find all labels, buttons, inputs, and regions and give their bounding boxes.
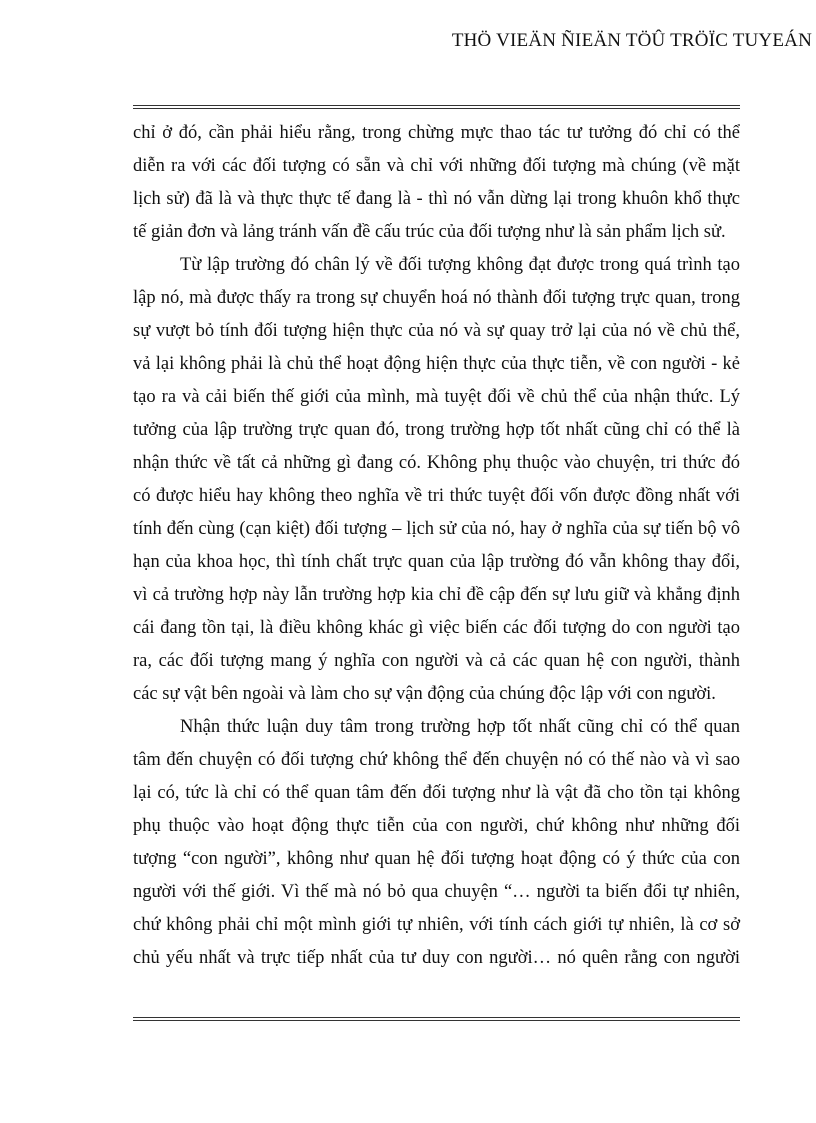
paragraph: [133, 117, 740, 249]
text-line: chỉ ở đó, cần phải hiểu rằng, trong chừng mực thao tác tư tưởng đó chỉ có thể: [133, 123, 740, 143]
text-line: lại có, tức là chỉ có thể quan tâm đến đối tượng như là vật đã cho tồn tại không: [133, 783, 740, 803]
paragraph: [133, 249, 740, 711]
document-body: [133, 117, 740, 975]
text-line: Nhận thức luận duy tâm trong trường hợp tốt nhất cũng chỉ có thể quan: [180, 717, 740, 737]
text-line: tâm đến chuyện có đối tượng chứ không thể đến chuyện nó có thế nào và vì sao: [133, 750, 740, 770]
text-line: vì cả trường hợp này lẫn trường hợp kia chỉ đề cập đến sự lưu giữ và khẳng định: [133, 585, 740, 605]
text-line: diễn ra với các đối tượng có sẵn và chỉ với những đối tượng mà chúng (về mặt: [133, 156, 740, 176]
text-line: vả lại không phải là chủ thể hoạt động hiện thực của thực tiễn, về con người - kẻ: [133, 354, 740, 374]
text-line: lịch sử) đã là và thực thực tế đang là - thì nó vẫn dừng lại trong khuôn khổ thực: [133, 189, 740, 209]
text-line: các sự vật bên ngoài và làm cho sự vận động của chúng độc lập với con người.: [133, 684, 716, 704]
running-header: THÖ VIEÄN ÑIEÄN TÖÛ TRÖÏC TUYEÁN: [451, 30, 812, 51]
text-line: chứ không phải chỉ một mình giới tự nhiên, với tính cách giới tự nhiên, là cơ sở: [133, 915, 740, 935]
text-line: hạn của khoa học, thì tính chất trực quan của lập trường đó vẫn không thay đổi,: [133, 552, 740, 572]
text-line: có được hiểu hay không theo nghĩa về tri thức tuyệt đối vốn được đồng nhất với: [133, 486, 740, 506]
text-line: tế giản đơn và lảng tránh vấn đề cấu trúc của đối tượng như là sản phẩm lịch sử.: [133, 222, 726, 242]
text-line: Từ lập trường đó chân lý về đối tượng không đạt được trong quá trình tạo: [180, 255, 740, 275]
text-line: phụ thuộc vào hoạt động thực tiễn của con người, chứ không như những đối: [133, 816, 740, 836]
text-line: ra, các đối tượng mang ý nghĩa con người và cả các quan hệ con người, thành: [133, 651, 740, 671]
text-line: chủ yếu nhất và trực tiếp nhất của tư duy con người… nó quên rằng con người: [133, 948, 740, 968]
text-line: người với thế giới. Vì thế mà nó bỏ qua chuyện “… người ta biến đổi tự nhiên,: [133, 882, 740, 902]
text-line: tính đến cùng (cạn kiệt) đối tượng – lịch sử của nó, hay ở nghĩa của sự tiến bộ vô: [133, 519, 740, 539]
footer-rule: [133, 1017, 740, 1021]
text-line: tượng “con người”, không như quan hệ đối tượng hoạt động có ý thức của con: [133, 849, 740, 869]
header-rule: [133, 105, 740, 109]
text-line: cái đang tồn tại, là điều không khác gì việc biến các đối tượng do con người tạo: [133, 618, 740, 638]
text-line: tưởng của lập trường trực quan đó, trong trường hợp tốt nhất cũng chỉ có thể là: [133, 420, 740, 440]
text-line: lập nó, mà được thấy ra trong sự chuyển hoá nó thành đối tượng trực quan, trong: [133, 288, 740, 308]
text-line: sự vượt bỏ tính đối tượng hiện thực của nó và sự quay trở lại của nó về chủ thể,: [133, 321, 740, 341]
text-line: tạo ra và cải biến thế giới của mình, mà tuyệt đối về chủ thể của nhận thức. Lý: [133, 387, 740, 407]
text-line: nhận thức về tất cả những gì đang có. Không phụ thuộc vào chuyện, tri thức đó: [133, 453, 740, 473]
paragraph: [133, 711, 740, 975]
